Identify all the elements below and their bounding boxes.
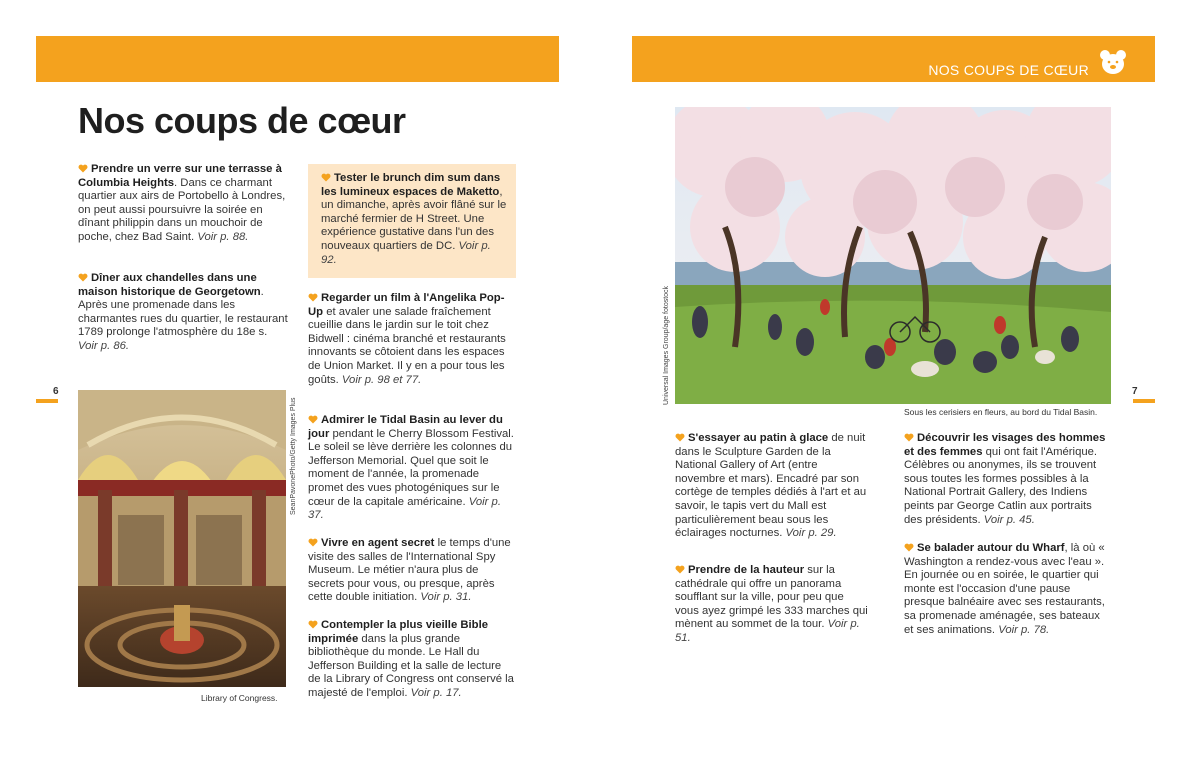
page-reference: Voir p. 92. xyxy=(321,239,491,266)
entry-body: . Dans ce charmant quartier aux airs de Portobello à Londres, on peut aussi poursuivre la soirée en dînant philippin dans un mouchoir de poche, chez Bad Saint. xyxy=(78,176,286,243)
entry-heading: Prendre un verre sur une terrasse à Columbia Heights xyxy=(78,163,282,189)
heart-icon xyxy=(675,433,686,442)
entry-body: qui ont fait l'Amérique. Célèbres ou anonymes, ils se trouvent sous toutes les formes possibles à la National Portrait Gallery, des Indiens peints par George Catlin aux portraits des présidents. xyxy=(904,445,1098,526)
entry-patin xyxy=(675,432,870,541)
heart-icon xyxy=(308,538,319,547)
heart-icon xyxy=(308,293,319,302)
page-title: Nos coups de cœur xyxy=(78,100,406,141)
entry-visages xyxy=(904,432,1111,527)
running-header: NOS COUPS DE CŒUR xyxy=(928,62,1089,78)
entry-body: et avaler une salade fraîchement cueillie dans le jardin sur le toit chez Bidwell : cinéma branché et restaurants innovants se côtoient dans les espaces de Union Market. Il y en a pour tous les goûts. xyxy=(308,305,506,386)
page-number-left: 6 xyxy=(53,386,59,397)
heart-icon xyxy=(78,273,89,282)
entry-body: dans la plus grande bibliothèque du monde. Le Hall du Jefferson Building et la salle de lecture de la Library of Congress ont conservé la majesté de l'emploi. xyxy=(308,632,514,699)
library-of-congress-photo xyxy=(78,390,286,687)
entry-body: , là où « Washington a rendez-vous avec l'eau ». En journée ou en soirée, le quartier qui monte est l'occasion d'une pause presque balnéaire avec ses restaurants, sa promenade aménagée, ses bateaux et ses animations. xyxy=(904,542,1105,636)
page-reference: Voir p. 29. xyxy=(785,527,837,540)
cherry-blossom-photo xyxy=(675,107,1111,404)
heart-icon xyxy=(675,565,686,574)
photo-caption: Library of Congress. xyxy=(201,693,278,703)
entry-body: le temps d'une visite des salles de l'International Spy Museum. Le métier n'aura plus de secrets pour vous, ou presque, après cette double initiation. xyxy=(308,537,511,604)
entry-tidal xyxy=(308,414,516,523)
header-band-right xyxy=(632,36,1155,82)
page-marker-right xyxy=(1133,399,1155,403)
entry-heading: Tester le brunch dim sum dans les lumineux espaces de Maketto xyxy=(321,172,501,198)
photo-caption: Sous les cerisiers en fleurs, au bord du Tidal Basin. xyxy=(904,407,1098,417)
heart-icon xyxy=(904,433,915,442)
entry-wharf xyxy=(904,542,1111,637)
entry-bible xyxy=(308,619,516,701)
page-marker-left xyxy=(36,399,58,403)
photo-credit: Universal Images Group/age fotostock xyxy=(663,285,670,405)
entry-spy xyxy=(308,537,516,605)
bear-head-icon xyxy=(1099,49,1127,80)
entry-heading: Regarder un film à l'Angelika Pop-Up xyxy=(308,292,505,318)
page-reference: Voir p. 31. xyxy=(420,591,472,604)
entry-heading: Dîner aux chandelles dans une maison historique de Georgetown xyxy=(78,272,261,298)
entry-body: , un dimanche, après avoir flâné sur le marché fermier de H Street. Une expérience gustative dans l'un des nouveaux quartiers de DC. xyxy=(321,185,507,252)
entry-heading: Prendre de la hauteur xyxy=(688,564,805,576)
entry-hauteur xyxy=(675,564,870,646)
header-band-left xyxy=(36,36,559,82)
heart-icon xyxy=(321,173,332,182)
entry-heading: Vivre en agent secret xyxy=(321,537,435,549)
page-reference: Voir p. 88. xyxy=(197,230,249,243)
heart-icon xyxy=(904,543,915,552)
page-reference: Voir p. 51. xyxy=(675,618,860,644)
entry-heading: Découvrir les visages des hommes et des femmes xyxy=(904,432,1106,458)
page-reference: Voir p. 98 et 77. xyxy=(341,373,422,386)
heart-icon xyxy=(78,164,89,173)
entry-chandelles xyxy=(78,272,288,354)
page-reference: Voir p. 86. xyxy=(78,339,130,352)
entry-terrasse xyxy=(78,163,288,245)
entry-angelika xyxy=(308,292,516,387)
heart-icon xyxy=(308,620,319,629)
page-reference: Voir p. 37. xyxy=(308,495,501,522)
photo-credit: SeanPavonePhoto/Getty Images Plus xyxy=(290,397,297,515)
entry-heading: S'essayer au patin à glace xyxy=(688,432,829,444)
entry-brunch xyxy=(321,172,509,267)
heart-icon xyxy=(308,415,319,424)
entry-body: de nuit dans le Sculpture Garden de la National Gallery of Art (entre novembre et mars). Encadré par son cortège de temples dédiés à l'art et au savoir, le tapis vert du Mall est particulièrement beau sous les éclairages nocturnes. xyxy=(675,432,867,540)
page-reference: Voir p. 78. xyxy=(998,623,1050,636)
page-reference: Voir p. 17. xyxy=(410,686,462,699)
entry-heading: Admirer le Tidal Basin au lever du jour xyxy=(308,414,503,440)
entry-body: . Après une promenade dans les charmantes rues du quartier, le restaurant 1789 prolonge l'atmosphère du 18e s. xyxy=(78,285,288,339)
entry-heading: Se balader autour du Wharf xyxy=(917,542,1065,554)
entry-body: sur la cathédrale qui offre un panorama soufflant sur la ville, pour peu que vous ayez grimpé les 333 marches qui mènent au sommet de la tour. xyxy=(675,564,868,631)
entry-body: pendant le Cherry Blossom Festival. Le soleil se lève derrière les colonnes du Jefferson Memorial. Quel que soit le moment de l'année, la promenade promet des vues photogéniques sur le cœur de la capitale américaine. xyxy=(308,427,514,508)
page-reference: Voir p. 45. xyxy=(983,513,1035,526)
page-number-right: 7 xyxy=(1132,386,1138,397)
entry-heading: Contempler la plus vieille Bible imprimée xyxy=(308,619,488,645)
